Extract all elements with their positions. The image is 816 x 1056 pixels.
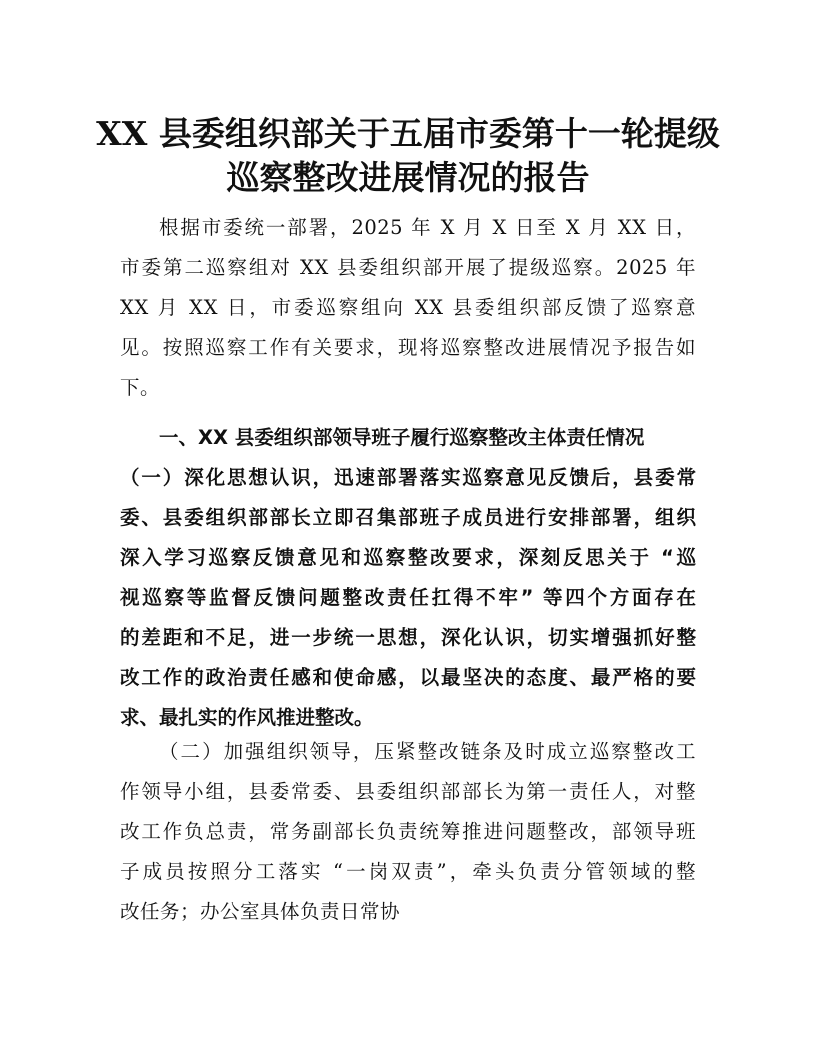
title-line-1: XX 县委组织部关于五届市委第十一轮提级 [96, 114, 720, 153]
intro-paragraph [120, 208, 696, 408]
text-line: （二）加强组织领导，压紧整改链条及时成立巡察整改工 [159, 740, 696, 763]
text-line: XX 月 XX 日，市委巡察组向 XX 县委组织部反馈了巡察意 [120, 296, 696, 319]
section-2-paragraph [120, 732, 696, 932]
section-1-paragraph [120, 458, 696, 738]
section-1-heading: 一、XX 县委组织部领导班子履行巡察整改主体责任情况 [159, 426, 645, 449]
text-line: 改工作的政治责任感和使命感，以最坚决的态度、最严格的要 [120, 666, 696, 689]
text-line: （一）深化思想认识，迅速部署落实巡察意见反馈后，县委常 [120, 466, 696, 489]
text-line: 作领导小组，县委常委、县委组织部部长为第一责任人，对整 [120, 780, 696, 803]
text-line: 子成员按照分工落实 “一岗双责”，牵头负责分管领域的整 [120, 860, 696, 883]
text-line: 市委第二巡察组对 XX 县委组织部开展了提级巡察。2025 年 [120, 256, 696, 279]
text-line: 见。按照巡察工作有关要求，现将巡察整改进展情况予报告如 [120, 336, 696, 359]
text-line: 根据市委统一部署，2025 年 X 月 X 日至 X 月 XX 日， [159, 216, 696, 239]
text-line: 下。 [120, 376, 161, 399]
text-line: 的差距和不足，进一步统一思想，深化认识，切实增强抓好整 [120, 626, 696, 649]
title-line-2: 巡察整改进展情况的报告 [226, 158, 590, 197]
text-line: 委、县委组织部部长立即召集部班子成员进行安排部署，组织 [120, 506, 696, 529]
text-line: 深入学习巡察反馈意见和巡察整改要求，深刻反思关于 “巡 [120, 546, 696, 569]
text-line: 求、最扎实的作风推进整改。 [120, 706, 374, 729]
document-title [80, 112, 736, 200]
text-line: 改工作负总责，常务副部长负责统筹推进问题整改，部领导班 [120, 820, 696, 843]
text-line: 视巡察等监督反馈问题整改责任扛得不牢” 等四个方面存在 [120, 586, 696, 609]
text-line: 改任务；办公室具体负责日常协 [120, 900, 401, 923]
